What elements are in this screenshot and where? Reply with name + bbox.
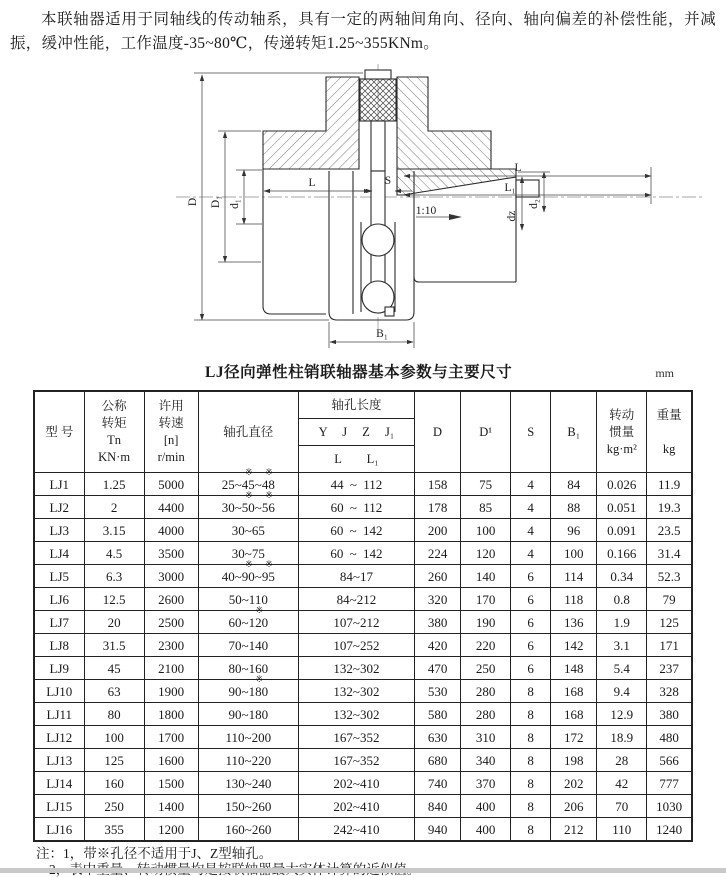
cell-s: 4	[511, 473, 551, 496]
cell-s: 6	[511, 611, 551, 634]
cell-b1: 198	[551, 749, 597, 772]
cell-inertia: 0.34	[597, 565, 647, 588]
cell-inertia: 28	[597, 749, 647, 772]
cell-torque: 355	[84, 818, 144, 842]
cell-s: 8	[511, 726, 551, 749]
cell-d: 260	[415, 565, 461, 588]
cell-weight: 79	[647, 588, 692, 611]
cell-bore-length: 60 ~ 112	[298, 496, 414, 519]
cell-speed: 1600	[144, 749, 198, 772]
drawing-area	[0, 64, 726, 356]
dim-label-l: L	[308, 177, 315, 189]
cell-speed: 5000	[144, 473, 198, 496]
cell-d1: 85	[461, 496, 511, 519]
cell-s: 6	[511, 634, 551, 657]
dim-label-l₁: L₁	[504, 182, 515, 194]
cell-speed: 3500	[144, 542, 198, 565]
cell-b1: 168	[551, 680, 597, 703]
cell-d1: 120	[461, 542, 511, 565]
cell-model: LJ2	[34, 496, 84, 519]
cell-bore-length: 107~252	[298, 634, 414, 657]
cell-d: 200	[415, 519, 461, 542]
bottom-strip	[0, 868, 726, 873]
cell-bore-length: 132~302	[298, 703, 414, 726]
dim-label-l: L	[514, 162, 521, 174]
table-row-lj2	[34, 496, 692, 519]
cell-inertia: 42	[597, 772, 647, 795]
cell-b1: 168	[551, 703, 597, 726]
cell-speed: 1200	[144, 818, 198, 842]
cell-speed: 1900	[144, 680, 198, 703]
cell-model: LJ8	[34, 634, 84, 657]
cell-torque: 12.5	[84, 588, 144, 611]
cell-bore-length: 132~302	[298, 657, 414, 680]
caption-row	[0, 360, 726, 382]
cell-d1: 190	[461, 611, 511, 634]
cell-torque: 3.15	[84, 519, 144, 542]
pin-cap	[365, 70, 391, 79]
cell-d1: 400	[461, 818, 511, 842]
cell-weight: 23.5	[647, 519, 692, 542]
cell-weight: 125	[647, 611, 692, 634]
cell-model: LJ10	[34, 680, 84, 703]
cell-bore-diameter: 110~220	[198, 749, 298, 772]
cell-bore-diameter: 90~180	[198, 703, 298, 726]
cell-bore-length: 202~410	[298, 795, 414, 818]
cell-speed: 2500	[144, 611, 198, 634]
cell-bore-length: 132~302	[298, 680, 414, 703]
cell-s: 6	[511, 657, 551, 680]
cell-d: 680	[415, 749, 461, 772]
cell-speed: 1400	[144, 795, 198, 818]
cell-model: LJ14	[34, 772, 84, 795]
cell-b1: 136	[551, 611, 597, 634]
cell-speed: 2100	[144, 657, 198, 680]
elastic-sleeve	[360, 79, 396, 121]
cell-s: 8	[511, 680, 551, 703]
cell-s: 4	[511, 542, 551, 565]
cell-bore-length: 242~410	[298, 818, 414, 842]
cell-weight: 777	[647, 772, 692, 795]
cell-model: LJ7	[34, 611, 84, 634]
cell-inertia: 70	[597, 795, 647, 818]
table-row-lj10	[34, 680, 692, 703]
cell-torque: 31.5	[84, 634, 144, 657]
pin-shaft	[371, 121, 385, 171]
dim-label-d: D	[187, 198, 199, 206]
table-row-lj6	[34, 588, 692, 611]
cell-s: 8	[511, 703, 551, 726]
header-s: S	[511, 391, 551, 473]
cell-bore-diameter: 160~260	[198, 818, 298, 842]
cell-s: 6	[511, 565, 551, 588]
header-weight: 重量 kg	[647, 391, 692, 473]
cell-inertia: 18.9	[597, 726, 647, 749]
table-row-lj9	[34, 657, 692, 680]
cell-weight: 566	[647, 749, 692, 772]
cell-speed: 2300	[144, 634, 198, 657]
cell-d: 224	[415, 542, 461, 565]
cell-torque: 160	[84, 772, 144, 795]
cell-s: 8	[511, 795, 551, 818]
cell-bore-length: 44 ~ 112	[298, 473, 414, 496]
cell-model: LJ5	[34, 565, 84, 588]
header-bore-length-l: L L₁	[298, 446, 414, 473]
header-bore-diameter: 轴孔直径	[198, 391, 298, 473]
cell-weight: 52.3	[647, 565, 692, 588]
cell-torque: 80	[84, 703, 144, 726]
cell-s: 4	[511, 496, 551, 519]
table-row-lj13	[34, 749, 692, 772]
table-row-lj11	[34, 703, 692, 726]
table-caption: LJ径向弹性柱销联轴器基本参数与主要尺寸	[205, 360, 512, 382]
cell-speed: 1500	[144, 772, 198, 795]
taper-wedge	[397, 169, 516, 195]
dim-label-1:10: 1:10	[416, 205, 437, 217]
cell-model: LJ12	[34, 726, 84, 749]
cell-inertia: 110	[597, 818, 647, 842]
cell-weight: 19.3	[647, 496, 692, 519]
cell-bore-diameter: 40~ ※ 90~ ※ 95	[198, 565, 298, 588]
cell-bore-diameter: 130~240	[198, 772, 298, 795]
header-d1: D¹	[461, 391, 511, 473]
cell-bore-length: 167~352	[298, 749, 414, 772]
cell-d1: 250	[461, 657, 511, 680]
cell-d: 740	[415, 772, 461, 795]
cell-speed: 1700	[144, 726, 198, 749]
cell-torque: 250	[84, 795, 144, 818]
cell-weight: 11.9	[647, 473, 692, 496]
cell-weight: 328	[647, 680, 692, 703]
cell-bore-length: 60 ~ 142	[298, 542, 414, 565]
cell-torque: 6.3	[84, 565, 144, 588]
cell-d: 940	[415, 818, 461, 842]
header-model: 型 号	[34, 391, 84, 473]
cell-inertia: 12.9	[597, 703, 647, 726]
dim-label-d₂: d₂	[528, 199, 540, 209]
centerlines	[176, 64, 702, 332]
cell-d1: 170	[461, 588, 511, 611]
table-row-lj12	[34, 726, 692, 749]
cell-d1: 310	[461, 726, 511, 749]
dim-label-s: S	[385, 175, 391, 187]
parameters-table	[33, 390, 693, 842]
table-row-lj14	[34, 772, 692, 795]
cell-model: LJ4	[34, 542, 84, 565]
cell-bore-diameter: 60~ ※ 120	[198, 611, 298, 634]
table-row-lj15	[34, 795, 692, 818]
cell-model: LJ6	[34, 588, 84, 611]
table-row-lj7	[34, 611, 692, 634]
note-1: 注：1，带※孔径不适用于J、Z型轴孔。	[36, 846, 726, 862]
cell-inertia: 0.091	[597, 519, 647, 542]
cell-b1: 88	[551, 496, 597, 519]
cell-bore-length: 107~212	[298, 611, 414, 634]
cell-torque: 45	[84, 657, 144, 680]
header-inertia: 转动 惯量 kg·m²	[597, 391, 647, 473]
table-row-lj3	[34, 519, 692, 542]
cell-model: LJ1	[34, 473, 84, 496]
cell-d: 380	[415, 611, 461, 634]
dim-label-b₁: B₁	[376, 328, 388, 340]
cell-bore-length: 84~17	[298, 565, 414, 588]
dimension-labels	[187, 162, 540, 340]
cell-bore-diameter: 80~160	[198, 657, 298, 680]
cell-d: 630	[415, 726, 461, 749]
cell-d: 420	[415, 634, 461, 657]
cell-weight: 380	[647, 703, 692, 726]
cell-s: 8	[511, 818, 551, 842]
cell-bore-diameter: 150~260	[198, 795, 298, 818]
cell-torque: 20	[84, 611, 144, 634]
cell-b1: 172	[551, 726, 597, 749]
header-bore-length: 轴孔长度	[298, 391, 414, 419]
cell-d: 178	[415, 496, 461, 519]
cell-b1: 118	[551, 588, 597, 611]
cell-torque: 63	[84, 680, 144, 703]
cell-weight: 480	[647, 726, 692, 749]
header-bore-length-types: Y J Z J₁	[298, 419, 414, 446]
cell-inertia: 5.4	[597, 657, 647, 680]
cell-torque: 1.25	[84, 473, 144, 496]
cell-b1: 84	[551, 473, 597, 496]
cell-b1: 100	[551, 542, 597, 565]
dim-label-dz: dz	[506, 211, 518, 222]
cell-bore-diameter: 30~75	[198, 542, 298, 565]
cell-d1: 75	[461, 473, 511, 496]
cell-inertia: 0.8	[597, 588, 647, 611]
cell-speed: 4000	[144, 519, 198, 542]
dim-label-d₁: D₁	[210, 196, 222, 208]
cell-bore-diameter: 90~ ※ 180	[198, 680, 298, 703]
cell-b1: 142	[551, 634, 597, 657]
cell-inertia: 0.051	[597, 496, 647, 519]
elastic-ring-upper	[362, 224, 394, 256]
cell-d: 320	[415, 588, 461, 611]
dim-label-d₁: d₁	[229, 199, 241, 209]
cell-weight: 237	[647, 657, 692, 680]
cell-speed: 3000	[144, 565, 198, 588]
cell-s: 8	[511, 749, 551, 772]
header-d: D	[415, 391, 461, 473]
intro-paragraph: 本联轴器适用于同轴线的传动轴系，具有一定的两轴间角向、径向、轴向偏差的补偿性能，并减振，缓冲性能，工作温度-35~80℃，传递转矩1.25~355KNm。	[0, 0, 726, 56]
cell-d1: 280	[461, 703, 511, 726]
cell-b1: 96	[551, 519, 597, 542]
cell-d1: 400	[461, 795, 511, 818]
cell-d1: 220	[461, 634, 511, 657]
cell-weight: 31.4	[647, 542, 692, 565]
cell-b1: 114	[551, 565, 597, 588]
cell-model: LJ9	[34, 657, 84, 680]
cell-model: LJ3	[34, 519, 84, 542]
cell-model: LJ15	[34, 795, 84, 818]
header-b1: B₁	[551, 391, 597, 473]
cell-bore-diameter: 70~140	[198, 634, 298, 657]
cell-d: 840	[415, 795, 461, 818]
cell-torque: 4.5	[84, 542, 144, 565]
cell-bore-length: 167~352	[298, 726, 414, 749]
cell-d: 158	[415, 473, 461, 496]
cell-s: 8	[511, 772, 551, 795]
cell-b1: 148	[551, 657, 597, 680]
header-torque: 公称 转矩 Tn KN·m	[84, 391, 144, 473]
table-row-lj16	[34, 818, 692, 842]
cell-torque: 125	[84, 749, 144, 772]
cell-d: 530	[415, 680, 461, 703]
cell-d1: 370	[461, 772, 511, 795]
cell-bore-diameter: 50~110	[198, 588, 298, 611]
cell-torque: 2	[84, 496, 144, 519]
cell-inertia: 0.026	[597, 473, 647, 496]
cell-d: 470	[415, 657, 461, 680]
cell-weight: 1240	[647, 818, 692, 842]
cell-model: LJ16	[34, 818, 84, 842]
cell-torque: 100	[84, 726, 144, 749]
cell-d1: 340	[461, 749, 511, 772]
cell-bore-length: 60 ~ 142	[298, 519, 414, 542]
cell-d1: 140	[461, 565, 511, 588]
cell-inertia: 3.1	[597, 634, 647, 657]
table-row-lj1	[34, 473, 692, 496]
cell-model: LJ13	[34, 749, 84, 772]
header-speed: 许用 转速 [n] r/min	[144, 391, 198, 473]
cell-bore-diameter: 110~200	[198, 726, 298, 749]
cell-model: LJ11	[34, 703, 84, 726]
table-row-lj8	[34, 634, 692, 657]
table-row-lj5	[34, 565, 692, 588]
cell-bore-length: 84~212	[298, 588, 414, 611]
cell-inertia: 9.4	[597, 680, 647, 703]
unit-label: mm	[655, 366, 674, 381]
cell-speed: 2600	[144, 588, 198, 611]
cell-inertia: 0.166	[597, 542, 647, 565]
cell-bore-diameter: 30~ ※ 50~ ※ 56	[198, 496, 298, 519]
cell-inertia: 1.9	[597, 611, 647, 634]
cell-d1: 280	[461, 680, 511, 703]
header-row	[34, 391, 692, 419]
table-row-lj4	[34, 542, 692, 565]
cell-s: 6	[511, 588, 551, 611]
coupling-drawing	[146, 64, 724, 356]
cell-bore-length: 202~410	[298, 772, 414, 795]
cell-bore-diameter: 30~65	[198, 519, 298, 542]
cell-weight: 1030	[647, 795, 692, 818]
cell-s: 4	[511, 519, 551, 542]
cell-bore-diameter: 25~ ※ 45~ ※ 48	[198, 473, 298, 496]
cell-d1: 100	[461, 519, 511, 542]
cell-speed: 1800	[144, 703, 198, 726]
cell-speed: 4400	[144, 496, 198, 519]
cell-b1: 202	[551, 772, 597, 795]
cell-b1: 212	[551, 818, 597, 842]
cell-weight: 171	[647, 634, 692, 657]
cell-d: 580	[415, 703, 461, 726]
cell-b1: 206	[551, 795, 597, 818]
